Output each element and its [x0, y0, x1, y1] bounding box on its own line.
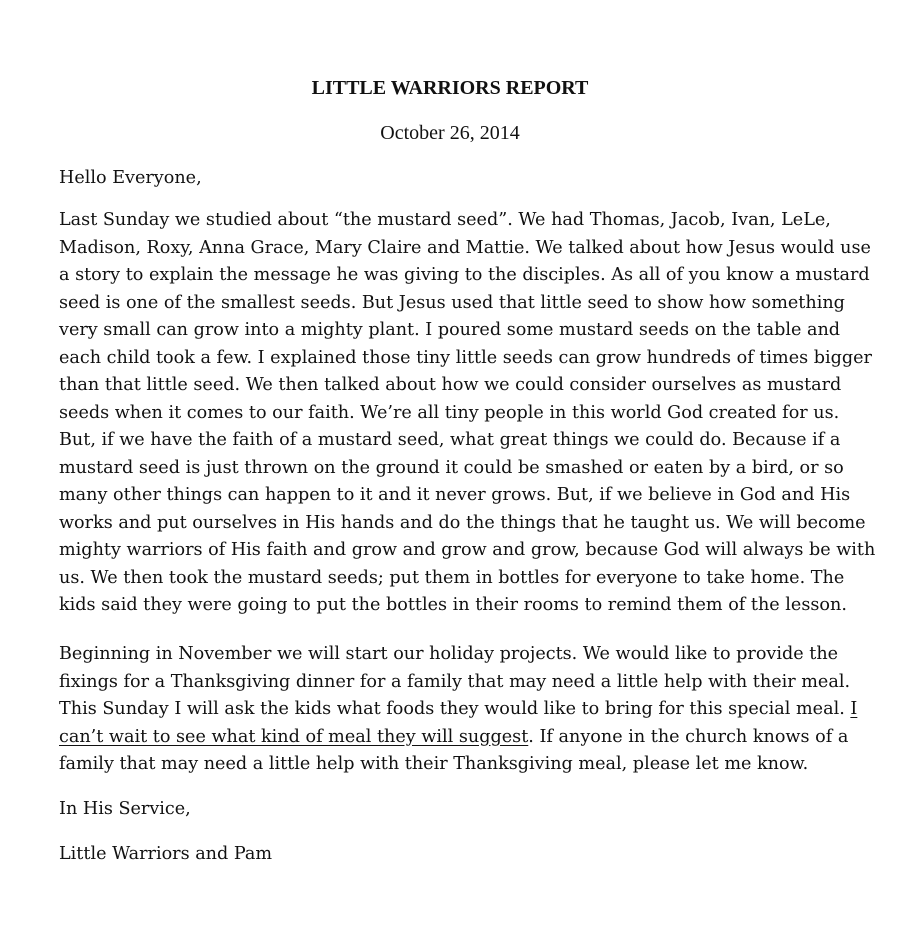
paragraph-line: Beginning in November we will start our holiday projects. We would like to provide the — [59, 644, 839, 664]
paragraph-line: fixings for a Thanksgiving dinner for a family that may need a little help with their meal. — [59, 671, 851, 692]
paragraph-line: us. We then took the mustard seeds; put them in bottles for everyone to take home. The — [59, 567, 845, 588]
closing: In His Service, — [59, 799, 191, 819]
text-run: . If anyone in the church knows of a — [528, 726, 849, 747]
paragraph-line: works and put ourselves in His hands and do the things that he taught us. We will become — [59, 512, 866, 533]
greeting: Hello Everyone, — [59, 168, 202, 188]
paragraph-line: kids said they were going to put the bottles in their rooms to remind them of the lesson. — [59, 595, 847, 615]
paragraph-holiday-projects — [59, 641, 859, 779]
paragraph-line: family that may need a little help with their Thanksgiving meal, please let me know. — [59, 754, 809, 774]
paragraph-line: Last Sunday we studied about “the mustard seed”. We had Thomas, Jacob, Ivan, LeLe, — [59, 210, 831, 230]
signature: Little Warriors and Pam — [59, 844, 273, 864]
paragraph-line: Madison, Roxy, Anna Grace, Mary Claire and Mattie. We talked about how Jesus would use — [59, 237, 871, 258]
document-title: LITTLE WARRIORS REPORT — [311, 77, 589, 99]
paragraph-line: very small can grow into a mighty plant. I poured some mustard seeds on the table and — [59, 320, 841, 340]
paragraph-line — [59, 696, 859, 724]
document-date: October 26, 2014 — [380, 122, 520, 144]
underlined-text: I — [850, 699, 858, 719]
paragraph-line: than that little seed. We then talked about how we could consider ourselves as mustard — [59, 375, 842, 395]
text-run: This Sunday I will ask the kids what foods they would like to bring for this special meal. — [59, 699, 851, 719]
paragraph-line — [59, 724, 859, 752]
underlined-text: can’t wait to see what kind of meal they will suggest — [59, 726, 529, 747]
paragraph-line: a story to explain the message he was giving to the disciples. As all of you know a mustard — [59, 265, 870, 285]
paragraph-line: mustard seed is just thrown on the ground it could be smashed or eaten by a bird, or so — [59, 457, 844, 478]
paragraph-line: seed is one of the smallest seeds. But Jesus used that little seed to show how something — [59, 292, 845, 313]
paragraph-line: But, if we have the faith of a mustard seed, what great things we could do. Because if a — [59, 430, 841, 450]
paragraph-line: mighty warriors of His faith and grow and grow and grow, because God will always be with — [59, 540, 876, 560]
paragraph-line: each child took a few. I explained those tiny little seeds can grow hundreds of times bigger — [59, 347, 872, 368]
paragraph-line: many other things can happen to it and it never grows. But, if we believe in God and His — [59, 485, 851, 505]
paragraph-line: seeds when it comes to our faith. We’re all tiny people in this world God created for us. — [59, 402, 840, 423]
paragraph-mustard-seed — [59, 207, 876, 620]
